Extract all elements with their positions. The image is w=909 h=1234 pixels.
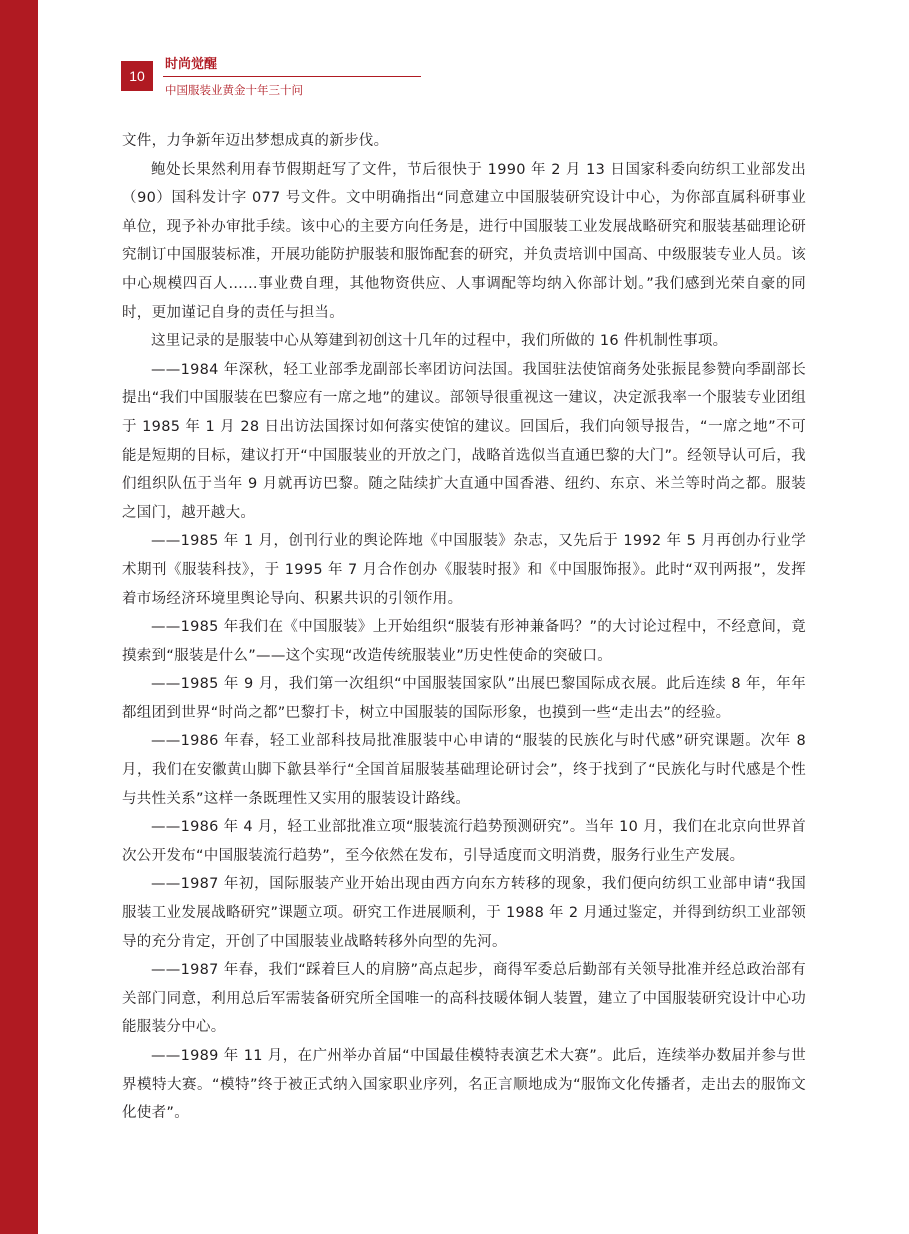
paragraph: ——1987 年春，我们“踩着巨人的肩膀”高点起步，商得军委总后勤部有关领导批准并经总政治部有关部门同意，利用总后军需装备研究所全国唯一的高科技暖体铜人装置，建立了中国服装研究设计中心功能服装分中心。 (122, 962, 806, 1036)
paragraph: 鲍处长果然利用春节假期赶写了文件，节后很快于 1990 年 2 月 13 日国家科委向纺织工业部发出（90）国科发计字 077 号文件。文中明确指出“同意建立中国服装研究设计中心，为你部直属科研事业单位，现予补办审批手续。该中心的主要方向任务是，进行中国服装工业发展战略研究和服装基础理论研究制订中国服装标准，开展功能防护服装和服饰配套的研究，并负责培训中国高、中级服装专业人员。该中心规模四百人……事业费自理，其他物资供应、人事调配等均纳入你部计划。”我们感到光荣自豪的同时，更加谨记自身的责任与担当。 (122, 161, 806, 321)
body-text (122, 127, 806, 1128)
paragraph: 这里记录的是服装中心从筹建到初创这十几年的过程中，我们所做的 16 件机制性事项。 (151, 333, 728, 350)
paragraph: ——1986 年 4 月，轻工业部批准立项“服装流行趋势预测研究”。当年 10 月，我们在北京向世界首次公开发布“中国服装流行趋势”，至今依然在发布，引导适度而文明消费，服务行业生产发展。 (122, 819, 806, 864)
left-margin-bar (0, 0, 38, 1234)
paragraph: 文件，力争新年迈出梦想成真的新步伐。 (122, 133, 389, 149)
header-divider (163, 76, 421, 77)
paragraph: ——1987 年初，国际服装产业开始出现由西方向东方转移的现象，我们便向纺织工业部申请“我国服装工业发展战略研究”课题立项。研究工作进展顺利，于 1988 年 2 月通过鉴定，并得到纺织工业部领导的充分肯定，开创了中国服装业战略转移外向型的先河。 (122, 876, 806, 950)
paragraph: ——1984 年深秋，轻工业部季龙副部长率团访问法国。我国驻法使馆商务处张振昆参赞向季副部长提出“我们中国服装在巴黎应有一席之地”的建议。部领导很重视这一建议，决定派我率一个服装专业团组于 1985 年 1 月 28 日出访法国探讨如何落实使馆的建议。回国后，我们向领导报告，“一席之地”不可能是短期的目标，建议打开“中国服装业的开放之门，战略首选似当直通巴黎的大门”。经领导认可后，我们组织队伍于当年 9 月就再访巴黎。随之陆续扩大直通中国香港、纽约、东京、米兰等时尚之都。服装之国门，越开越大。 (122, 361, 806, 521)
paragraph: ——1985 年 9 月，我们第一次组织“中国服装国家队”出展巴黎国际成衣展。此后连续 8 年，年年都组团到世界“时尚之都”巴黎打卡，树立中国服装的国际形象，也摸到一些“走出去”的经验。 (122, 676, 806, 721)
running-title: 时尚觉醒 (165, 57, 218, 72)
paragraph: ——1985 年 1 月，创刊行业的舆论阵地《中国服装》杂志，又先后于 1992 年 5 月再创办行业学术期刊《服装科技》，于 1995 年 7 月合作创办《服装时报》和《中国服饰报》。此时“双刊两报”，发挥着市场经济环境里舆论导向、积累共识的引领作用。 (122, 533, 806, 607)
paragraph: ——1989 年 11 月，在广州举办首届“中国最佳模特表演艺术大赛”。此后，连续举办数届并参与世界模特大赛。“模特”终于被正式纳入国家职业序列，名正言顺地成为“服饰文化传播者，走出去的服饰文化使者”。 (122, 1048, 806, 1122)
paragraph: ——1985 年我们在《中国服装》上开始组织“服装有形神兼备吗？”的大讨论过程中，不经意间，竟摸索到“服装是什么”——这个实现“改造传统服装业”历史性使命的突破口。 (122, 619, 806, 664)
running-subtitle: 中国服装业黄金十年三十问 (165, 83, 303, 97)
page-number: 10 (121, 61, 153, 91)
paragraph: ——1986 年春，轻工业部科技局批准服装中心申请的“服装的民族化与时代感”研究课题。次年 8 月，我们在安徽黄山脚下歙县举行“全国首届服装基础理论研讨会”，终于找到了“民族化与时代感是个性与共性关系”这样一条既理性又实用的服装设计路线。 (122, 733, 806, 807)
